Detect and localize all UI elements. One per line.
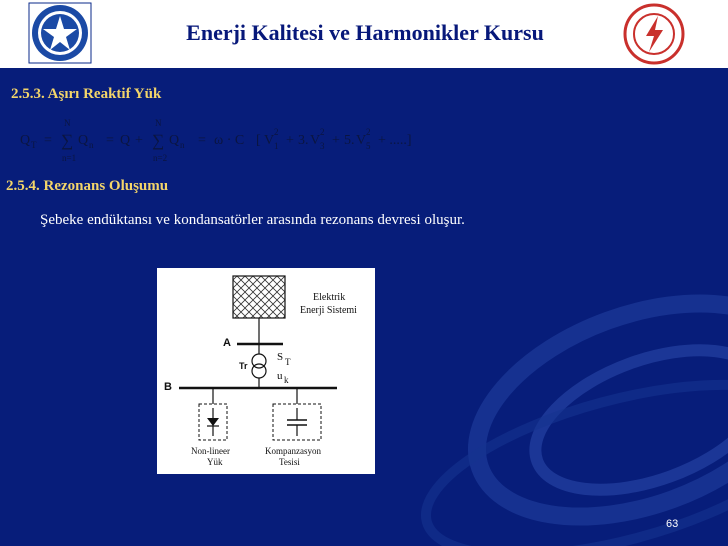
compensation-label-line1: Kompanzasyon [265, 446, 321, 456]
svg-text:n=2: n=2 [153, 153, 168, 163]
bus-a-label: A [223, 337, 231, 349]
svg-text:=: = [44, 133, 52, 148]
svg-text:N: N [155, 118, 162, 128]
svg-text:∑: ∑ [152, 131, 165, 150]
svg-text:ω · C: ω · C [214, 133, 245, 148]
svg-text:Q: Q [78, 133, 89, 148]
grid-system-box [233, 276, 285, 318]
section-heading-resonance: 2.5.4. Rezonans Oluşumu [6, 178, 169, 194]
bus-b-label: B [164, 381, 172, 393]
svg-text:2: 2 [366, 127, 371, 137]
svg-text:+: + [286, 133, 294, 148]
transformer-k-subscript: k [284, 375, 289, 385]
svg-text:n=1: n=1 [62, 153, 77, 163]
page-number: 63 [666, 518, 679, 530]
load-label-line1: Non-lineer [191, 446, 230, 456]
grid-label-line2: Enerji Sistemi [300, 305, 357, 316]
svg-text:+: + [135, 133, 143, 148]
svg-text:+: + [332, 133, 340, 148]
grid-label-line1: Elektrik [313, 292, 346, 303]
svg-text:=: = [106, 133, 114, 148]
svg-text:5.: 5. [344, 133, 355, 148]
svg-text:2: 2 [274, 127, 279, 137]
transformer-u-label: u [277, 370, 283, 382]
svg-text:Q: Q [169, 133, 180, 148]
svg-text:Q: Q [120, 133, 131, 148]
svg-text:T: T [31, 140, 37, 150]
svg-text:5: 5 [366, 141, 371, 151]
section-heading-reactive-load: 2.5.3. Aşırı Reaktif Yük [11, 86, 162, 102]
transformer-winding-2 [252, 364, 266, 378]
electric-union-logo [614, 2, 694, 66]
svg-text:1: 1 [274, 141, 279, 151]
svg-text:V: V [310, 133, 321, 148]
header-bar [0, 0, 728, 68]
svg-text:∑: ∑ [61, 131, 74, 150]
resonance-description: Şebeke endüktansı ve kondansatörler arasında rezonans devresi oluşur. [40, 212, 465, 228]
transformer-t-subscript: T [285, 357, 291, 367]
compensation-label-line2: Tesisi [279, 457, 300, 467]
svg-text:V: V [264, 133, 275, 148]
svg-text:Q: Q [20, 133, 31, 148]
svg-text:+ .....]: + .....] [378, 133, 412, 148]
svg-text:=: = [198, 133, 206, 148]
svg-text:2: 2 [320, 127, 325, 137]
reactive-power-formula [14, 116, 474, 164]
svg-text:[: [ [256, 133, 261, 148]
svg-text:V: V [356, 133, 367, 148]
circuit-diagram [157, 268, 375, 474]
university-seal-logo [28, 2, 92, 64]
svg-text:3: 3 [320, 141, 325, 151]
transformer-label: Tr [239, 361, 248, 371]
transformer-s-label: S [277, 351, 284, 363]
svg-text:3.: 3. [298, 133, 309, 148]
page-title: Enerji Kalitesi ve Harmonikler Kursu [186, 20, 544, 45]
svg-text:N: N [64, 118, 71, 128]
load-label-line2: Yük [207, 457, 223, 467]
diode-icon [207, 418, 219, 426]
svg-text:n: n [180, 140, 185, 150]
svg-text:n: n [89, 140, 94, 150]
